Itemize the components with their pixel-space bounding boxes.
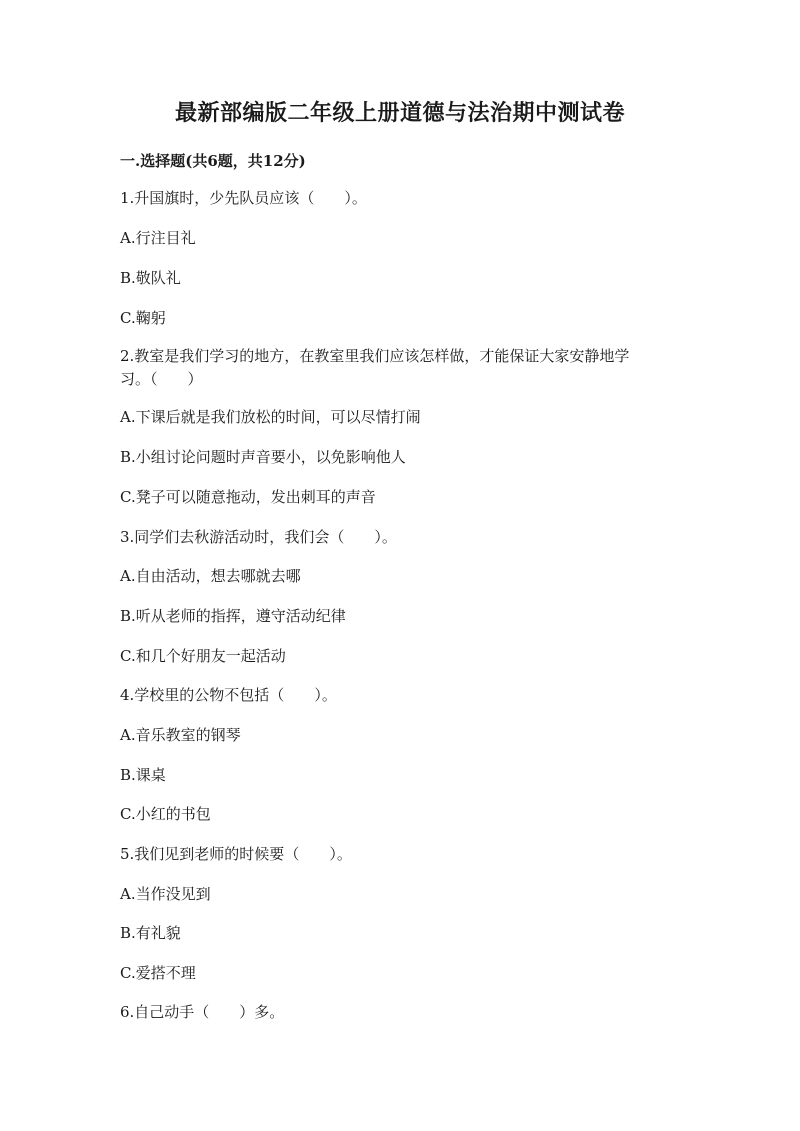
question-3-option-b: B.听从老师的指挥，遵守活动纪律 [120, 607, 346, 625]
question-4-option-c: C.小红的书包 [120, 805, 211, 823]
question-2-stem-line1: 2.教室是我们学习的地方，在教室里我们应该怎样做，才能保证大家安静地学 [120, 347, 630, 365]
question-3-option-a: A.自由活动，想去哪就去哪 [120, 567, 301, 585]
question-4-option-a: A.音乐教室的钢琴 [120, 726, 241, 744]
question-1-option-b: B.敬队礼 [120, 269, 181, 287]
question-3-stem: 3.同学们去秋游活动时，我们会（ ）。 [120, 528, 397, 546]
question-5-stem: 5.我们见到老师的时候要（ ）。 [120, 845, 352, 863]
section-heading: 一.选择题(共6题，共12分) [120, 152, 306, 170]
question-5-option-a: A.当作没见到 [120, 885, 211, 903]
exam-title: 最新部编版二年级上册道德与法治期中测试卷 [174, 100, 625, 126]
question-2-option-b: B.小组讨论问题时声音要小，以免影响他人 [120, 448, 406, 466]
question-4-option-b: B.课桌 [120, 766, 166, 784]
question-1-option-c: C.鞠躬 [120, 309, 166, 327]
question-1-option-a: A.行注目礼 [120, 229, 196, 247]
question-5-option-b: B.有礼貌 [120, 924, 181, 942]
question-2-option-c: C.凳子可以随意拖动，发出刺耳的声音 [120, 488, 376, 506]
question-5-option-c: C.爱搭不理 [120, 964, 196, 982]
question-6-stem: 6.自己动手（ ）多。 [120, 1003, 285, 1021]
question-3-option-c: C.和几个好朋友一起活动 [120, 647, 286, 665]
question-2-stem-line2: 习。（ ） [120, 370, 203, 388]
question-1-stem: 1.升国旗时，少先队员应该（ ）。 [120, 189, 367, 207]
question-2-option-a: A.下课后就是我们放松的时间，可以尽情打闹 [120, 408, 421, 426]
question-4-stem: 4.学校里的公物不包括（ ）。 [120, 686, 337, 704]
